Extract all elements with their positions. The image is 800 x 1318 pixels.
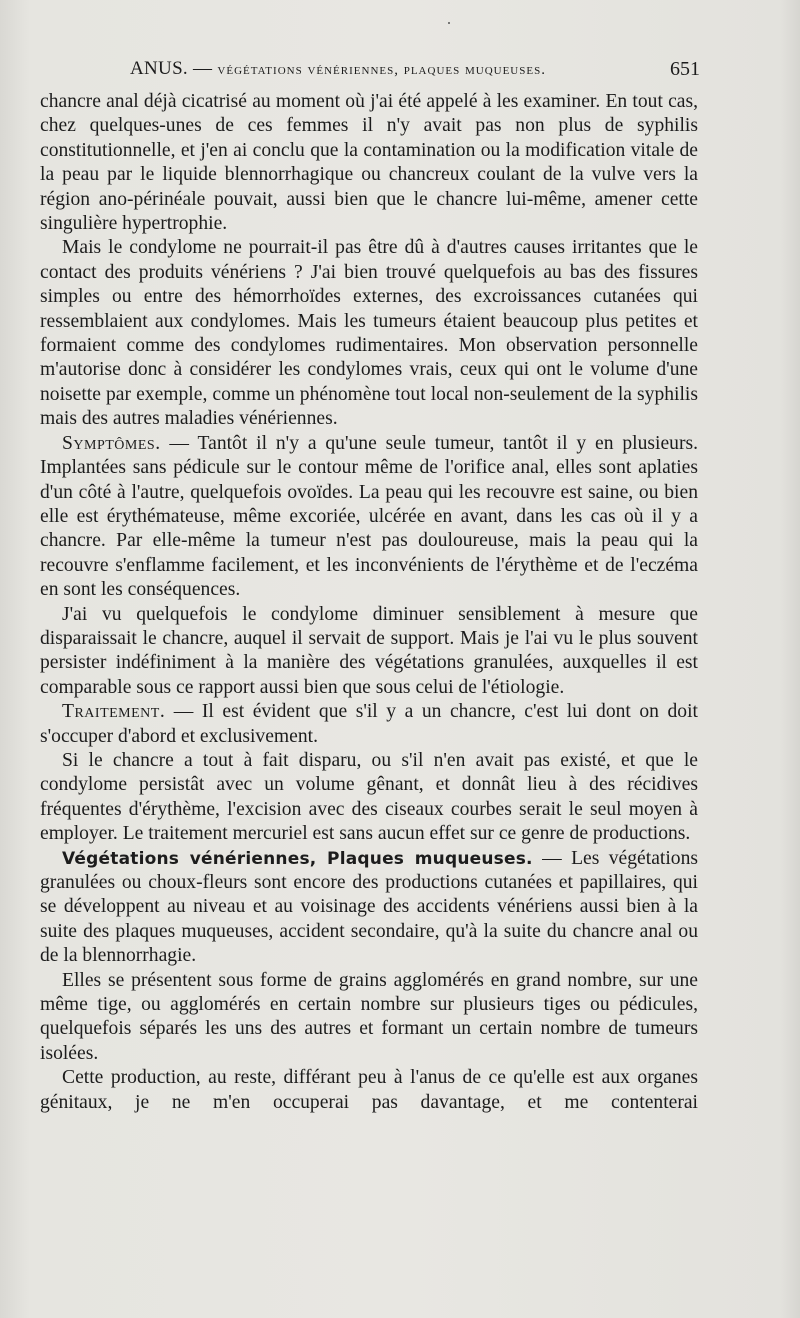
paragraph-continuation: chancre anal déjà cicatrisé au moment où j'ai été appelé à les examiner. En tout cas, chez quelques-unes de ces femmes il n'y avait pas non plus de syphilis constitutionnelle, et j'en ai conclu que la contamination ou la modification vitale de la peau par le liquide blennorrhagique ou chancreux coulant de la vulve vers la région ano-périnéale pouvait, aussi bien que le chancre lui-même, amener cette singulière hypertrophie.	[40, 91, 698, 235]
paragraph-vegetations	[40, 847, 698, 969]
paragraph-vegetations-text: — Les végétations granulées ou choux-fleurs sont encore des productions cutanées et papillaires, qui se développent au niveau et au voisinage des accidents vénériens aussi bien à la suite des plaques muqueuses, accident secondaire, qu'à la suite du chancre anal ou de la blennorrhagie.	[40, 847, 698, 967]
paragraph-traitement	[40, 700, 698, 749]
running-head-main: ANUS.	[130, 58, 188, 79]
paragraph-production: Cette production, au reste, différant peu à l'anus de ce qu'elle est aux organes génitaux, je ne m'en occuperai pas davantage, et me contenterai	[40, 1067, 698, 1113]
paragraph-traitement-text: — Il est évident que s'il y a un chancre, c'est lui dont on doit s'occuper d'abord et exclusivement.	[40, 701, 698, 747]
body-text	[40, 90, 698, 1115]
running-head	[130, 58, 546, 80]
paragraph-excision: Si le chancre a tout à fait disparu, ou s'il n'en avait pas existé, et que le condylome persistât avec un volume gênant, et donnât lieu à des récidives fréquentes d'érythème, l'excision avec des ciseaux courbes serait le seul moyen à employer. Le traitement mercuriel est sans aucun effet sur ce genre de productions.	[40, 749, 698, 845]
paragraph-condylome-causes: Mais le condylome ne pourrait-il pas être dû à d'autres causes irritantes que le contact des produits vénériens ? J'ai bien trouvé quelquefois au bas des fissures simples ou entre des hémorrhoïdes externes, des excroissances cutanées qui ressemblaient aux condylomes. Mais les tumeurs étaient beaucoup plus petites et formaient comme des condylomes rudimentaires. Mon observation personnelle m'autorise donc à considérer les condylomes vrais, ceux qui ont le volume d'une noisette par exemple, comme un phénomène tout local non-seulement de la syphilis mais des autres maladies vénériennes.	[40, 237, 698, 430]
section-heading-vegetations: Végétations vénériennes, Plaques muqueuses.	[62, 848, 533, 869]
running-header	[130, 58, 700, 84]
running-head-sub: végétations vénériennes, plaques muqueuses.	[217, 62, 546, 78]
paragraph-symptomes-text: — Tantôt il n'y a qu'une seule tumeur, tantôt il y en plusieurs. Implantées sans pédicule sur le contour même de l'orifice anal, elles sont aplaties d'un côté à l'autre, quelquefois ovoïdes. La peau qui les recouvre est saine, ou bien elle est érythémateuse, même excoriée, ulcérée en avant, dans les cas où il y a chancre. Par elle-même la tumeur n'est pas douloureuse, mais la peau qui la recouvre s'enflamme facilement, et les inconvénients de l'érythème et de l'eczéma en sont les conséquences.	[40, 432, 698, 601]
section-label-traitement: Traitement.	[62, 701, 166, 723]
page-number: 651	[670, 58, 700, 80]
page-speck	[448, 22, 450, 24]
paragraph-diminution: J'ai vu quelquefois le condylome diminuer sensiblement à mesure que disparaissait le chancre, auquel il servait de support. Mais je l'ai vu le plus souvent persister indéfiniment à la manière des végétations granulées, auxquelles il est comparable sous ce rapport aussi bien que sous celui de l'étiologie.	[40, 603, 698, 698]
section-label-symptomes: Symptômes.	[62, 432, 161, 454]
paragraph-grains: Elles se présentent sous forme de grains agglomérés en grand nombre, sur une même tige, ou agglomérés en certain nombre sur plusieurs tiges ou pédicules, quelquefois séparés les uns des autres et formant un certain nombre de tumeurs isolées.	[40, 969, 698, 1064]
running-head-dash: —	[193, 58, 213, 79]
paragraph-symptomes	[40, 432, 698, 603]
